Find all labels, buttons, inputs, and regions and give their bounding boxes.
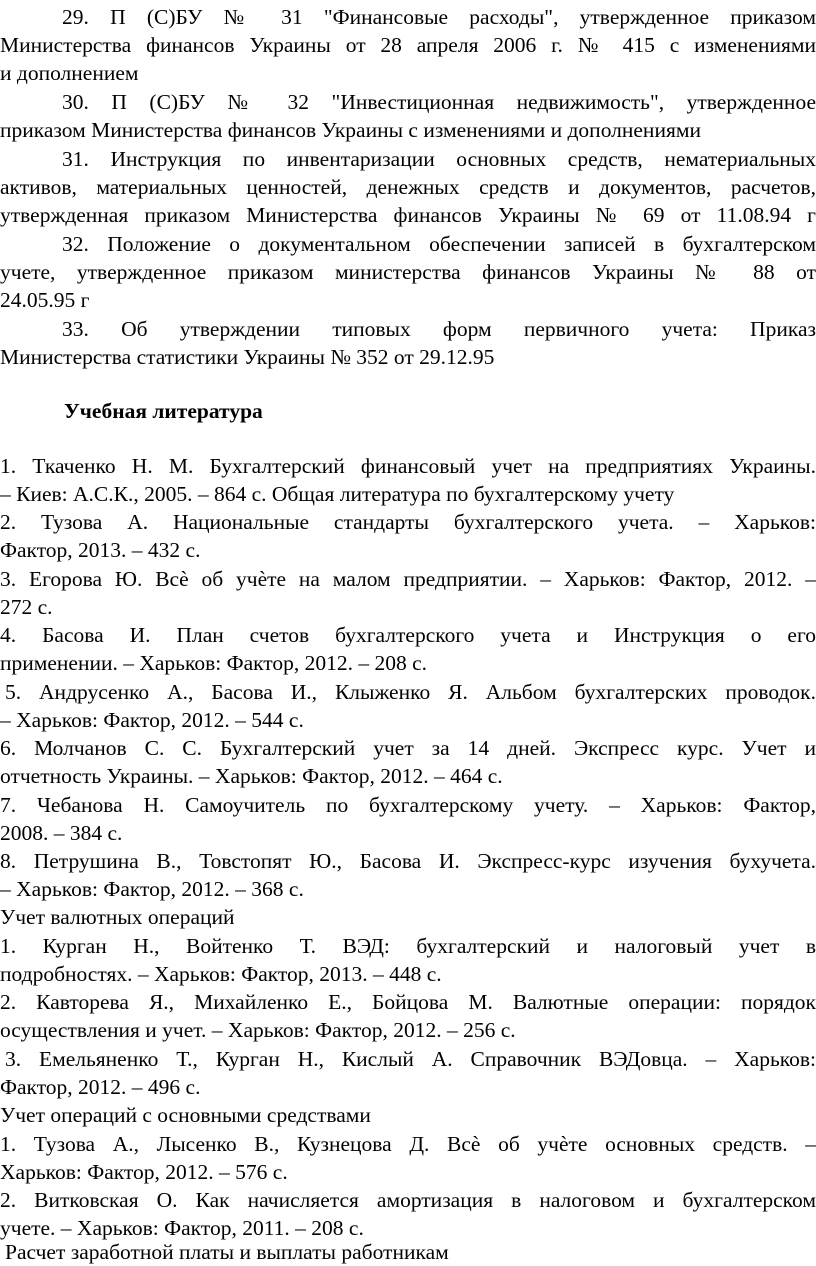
lit-currency-2-line-1: 2. Кавторева Я., Михайленко Е., Бойцова М. Валютные операции: порядок	[0, 990, 816, 1014]
lit-general-8-line-1: 8. Петрушина В., Товстопят Ю., Басова И. Экспресс-курс изучения бухучета.	[0, 849, 816, 873]
regulation-30-line-1: 30. П (С)БУ № 32 "Инвестиционная недвижимость", утвержденное	[62, 90, 816, 114]
lit-general-6-line-2: отчетность Украины. – Харьков: Фактор, 2012. – 464 с.	[0, 764, 503, 788]
regulation-31-line-1: 31. Инструкция по инвентаризации основных средств, нематериальных	[62, 147, 816, 171]
subsection-payroll-heading: Расчет заработной платы и выплаты работникам	[5, 1240, 449, 1264]
lit-general-1-line-1: 1. Ткаченко Н. М. Бухгалтерский финансовый учет на предприятиях Украины.	[0, 454, 816, 478]
lit-general-4-line-2: применении. – Харьков: Фактор, 2012. – 208 с.	[0, 651, 428, 675]
lit-general-3-line-2: 272 с.	[0, 595, 53, 619]
regulation-29-line-3: и дополнением	[0, 61, 139, 85]
lit-general-8-line-2: – Харьков: Фактор, 2012. – 368 с.	[0, 877, 304, 901]
regulation-29-line-2: Министерства финансов Украины от 28 апреля 2006 г. № 415 с изменениями	[0, 33, 816, 57]
lit-general-7-line-1: 7. Чебанова Н. Самоучитель по бухгалтерскому учету. – Харьков: Фактор,	[0, 793, 816, 817]
lit-general-4-line-1: 4. Басова И. План счетов бухгалтерского учета и Инструкция о его	[0, 623, 816, 647]
lit-currency-1-line-2: подробностях. – Харьков: Фактор, 2013. – 448 с.	[0, 962, 442, 986]
section-heading: Учебная литература	[64, 399, 263, 423]
regulation-33-line-2: Министерства статистики Украины № 352 от 29.12.95	[0, 345, 495, 369]
lit-general-5-line-1: 5. Андрусенко А., Басова И., Клыженко Я. Альбом бухгалтерских проводок.	[5, 680, 816, 704]
lit-assets-2-line-2: учете. – Харьков: Фактор, 2011. – 208 с.	[0, 1216, 364, 1240]
subsection-currency-heading: Учет валютных операций	[0, 905, 235, 929]
lit-general-7-line-2: 2008. – 384 с.	[0, 821, 123, 845]
lit-assets-2-line-1: 2. Витковская О. Как начисляется амортизация в налоговом и бухгалтерском	[0, 1188, 816, 1212]
lit-assets-1-line-2: Харьков: Фактор, 2012. – 576 с.	[0, 1160, 288, 1184]
lit-general-6-line-1: 6. Молчанов С. С. Бухгалтерский учет за 14 дней. Экспресс курс. Учет и	[0, 736, 816, 760]
subsection-fixed-assets-heading: Учет операций с основными средствами	[0, 1103, 371, 1127]
lit-currency-3-line-1: 3. Емельяненко Т., Курган Н., Кислый А. Справочник ВЭДовца. – Харьков:	[5, 1047, 816, 1071]
regulation-33-line-1: 33. Об утверждении типовых форм первичного учета: Приказ	[62, 317, 816, 341]
regulation-31-line-3: утвержденная приказом Министерства финансов Украины № 69 от 11.08.94 г	[0, 203, 816, 227]
lit-general-3-line-1: 3. Егорова Ю. Всѐ об учѐте на малом предприятии. – Харьков: Фактор, 2012. –	[0, 567, 816, 591]
regulation-29-line-1: 29. П (С)БУ № 31 "Финансовые расходы", утвержденное приказом	[62, 5, 816, 29]
lit-general-5-line-2: – Харьков: Фактор, 2012. – 544 с.	[0, 708, 304, 732]
regulation-32-line-3: 24.05.95 г	[0, 288, 90, 312]
lit-currency-1-line-1: 1. Курган Н., Войтенко Т. ВЭД: бухгалтерский и налоговый учет в	[0, 934, 816, 958]
lit-general-2-line-1: 2. Тузова А. Национальные стандарты бухгалтерского учета. – Харьков:	[0, 510, 816, 534]
regulation-32-line-1: 32. Положение о документальном обеспечении записей в бухгалтерском	[62, 232, 816, 256]
regulation-32-line-2: учете, утвержденное приказом министерства финансов Украины № 88 от	[0, 260, 816, 284]
regulation-31-line-2: активов, материальных ценностей, денежных средств и документов, расчетов,	[0, 175, 816, 199]
regulation-30-line-2: приказом Министерства финансов Украины с изменениями и дополнениями	[0, 118, 701, 142]
lit-general-2-line-2: Фактор, 2013. – 432 с.	[0, 538, 201, 562]
lit-general-1-line-2: – Киев: А.С.К., 2005. – 864 с. Общая литература по бухгалтерскому учету	[0, 482, 675, 506]
lit-assets-1-line-1: 1. Тузова А., Лысенко В., Кузнецова Д. Всѐ об учѐте основных средств. –	[0, 1132, 816, 1156]
lit-currency-3-line-2: Фактор, 2012. – 496 с.	[0, 1075, 201, 1099]
lit-currency-2-line-2: осуществления и учет. – Харьков: Фактор, 2012. – 256 с.	[0, 1018, 516, 1042]
